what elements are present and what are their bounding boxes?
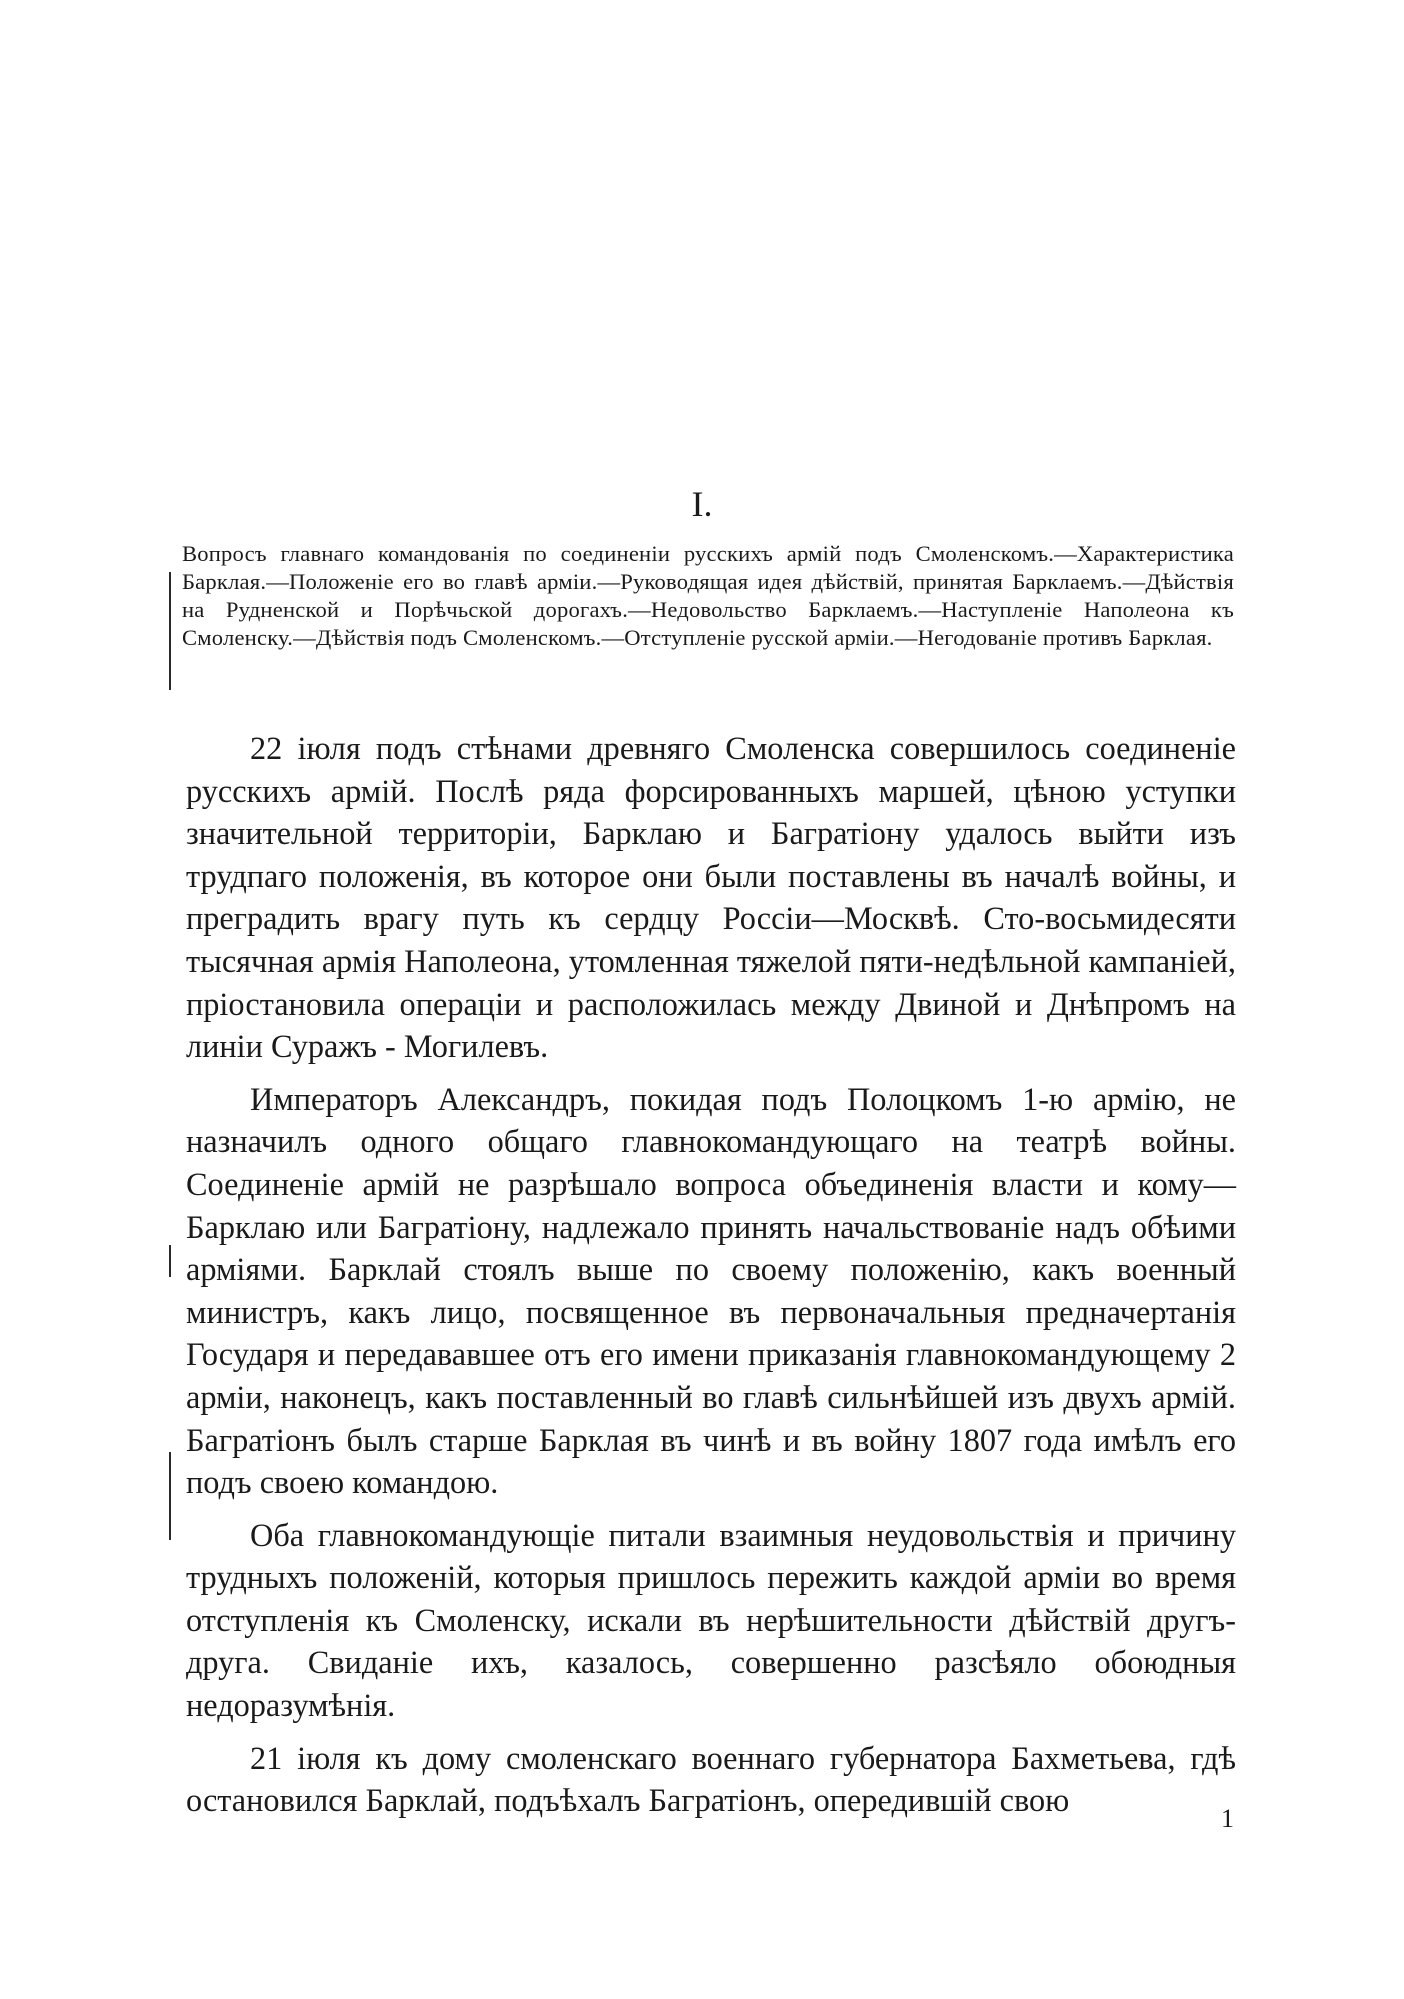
chapter-number: I. — [691, 484, 713, 524]
paragraph: Императоръ Александръ, покидая подъ Полоцкомъ 1-ю армію, не назначилъ одного общаго главнокомандующаго на театрѣ войны. Соединеніе армій не разрѣшало вопроса объединенія власти и кому—Барклаю или Багратіону, надлежало принять начальствованіе надъ обѣими арміями. Барклай стоялъ выше по своему положенію, какъ военный министръ, какъ лицо, посвященное въ первоначальныя предначертанія Государя и передававшее отъ его имени приказанія главнокомандующему 2 арміи, наконецъ, какъ поставленный во главѣ сильнѣйшей изъ двухъ армій. Багратіонъ былъ старше Барклая въ чинѣ и въ войну 1807 года имѣлъ его подъ своею командою. — [186, 1080, 1236, 1501]
body-text — [186, 727, 1236, 1832]
page-number: 1 — [1221, 1804, 1234, 1833]
margin-mark — [169, 1245, 171, 1277]
margin-mark — [169, 572, 171, 690]
paragraph: Оба главнокомандующіе питали взаимныя неудовольствія и причину трудныхъ положеній, которыя пришлось пережить каждой арміи во время отступленія къ Смоленску, искали въ нерѣшительности дѣйствій другъ-друга. Свиданіе ихъ, казалось, совершенно разсѣяло обоюдныя недоразумѣнія. — [186, 1516, 1236, 1724]
margin-mark — [169, 1452, 171, 1540]
chapter-summary: Вопросъ главнаго командованія по соединеніи русскихъ армій подъ Смоленскомъ.—Характеристика Барклая.—Положеніе его во главѣ арміи.—Руководящая идея дѣйствій, принятая Барклаемъ.—Дѣйствія на Рудненской и Порѣчьской дорогахъ.—Недовольство Барклаемъ.—Наступленіе Наполеона къ Смоленску.—Дѣйствія подъ Смоленскомъ.—Отступленіе русской арміи.—Негодованіе противъ Барклая. — [182, 541, 1234, 650]
paragraph: 21 іюля къ дому смоленскаго военнаго губернатора Бахметьева, гдѣ остановился Барклай, подъѣхалъ Багратіонъ, опередившій свою — [186, 1739, 1236, 1819]
paragraph: 22 іюля подъ стѣнами древняго Смоленска совершилось соединеніе русскихъ армій. Послѣ ряда форсированныхъ маршей, цѣною уступки значительной территоріи, Барклаю и Багратіону удалось выйти изъ трудпаго положенія, въ которое они были поставлены въ началѣ войны, и преградить врагу путь къ сердцу Россіи—Москвѣ. Сто-восьмидесяти тысячная армія Наполеона, утомленная тяжелой пяти-недѣльной кампаніей, пріостановила операціи и расположилась между Двиной и Днѣпромъ на линіи Суражъ - Могилевъ. — [186, 730, 1236, 1065]
